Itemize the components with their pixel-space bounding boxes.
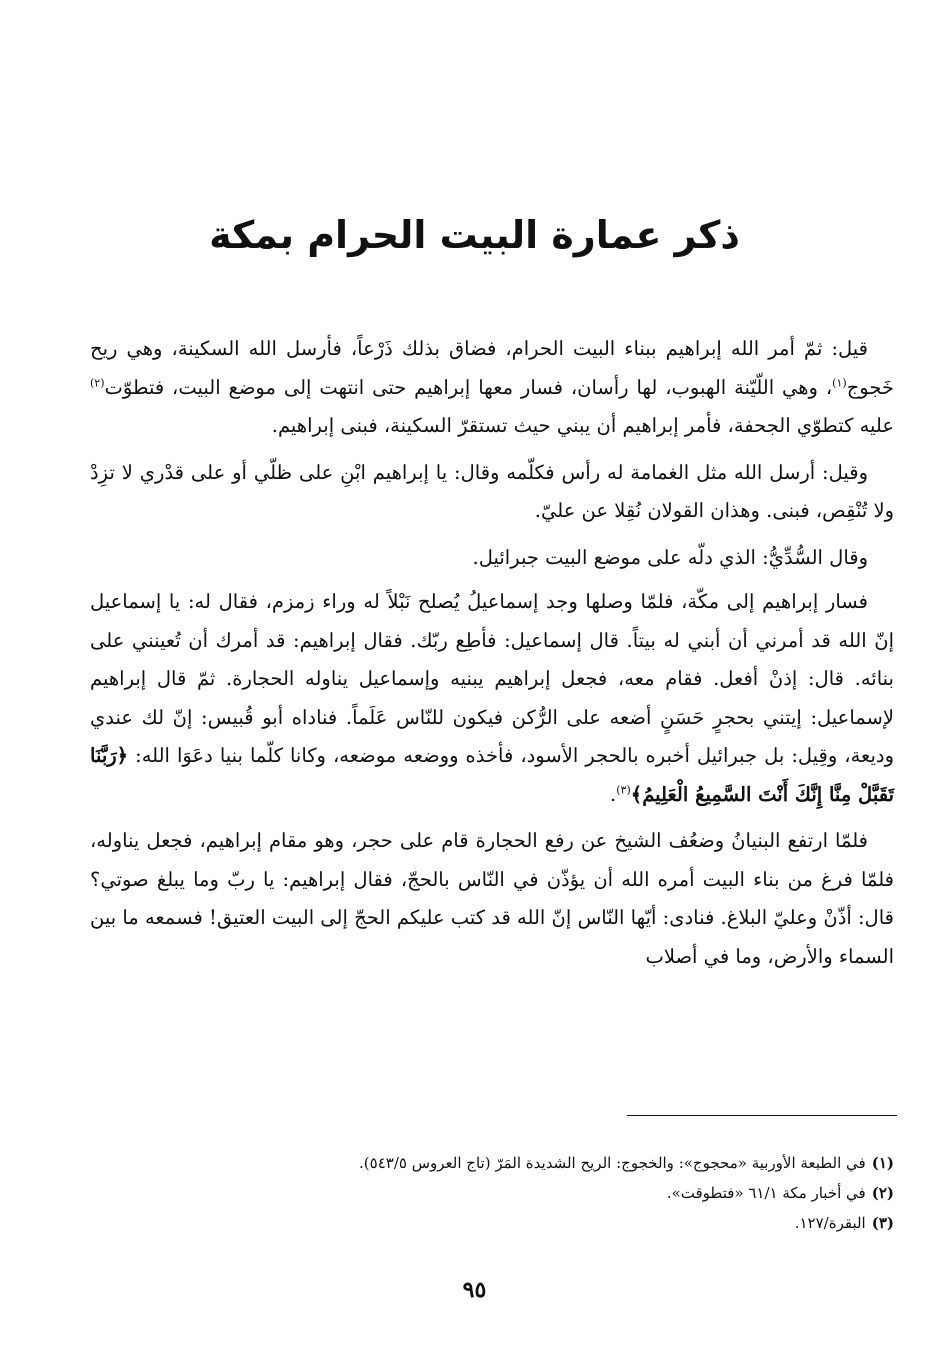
paragraph-4 — [90, 583, 894, 814]
paragraph-text: . — [610, 782, 617, 806]
footnote-text: في أخبار مكة ٦١/١ «فتطوقت». — [666, 1184, 866, 1202]
paragraph-text: قيل: ثمّ أمر الله إبراهيم ببناء البيت الحرام، فضاق بذلك ذَرْعاً، فأرسل الله السكينة، وهي ريح خَجوج — [90, 337, 894, 399]
page-number: ٩٥ — [462, 1277, 487, 1303]
footnote-3 — [90, 1208, 894, 1238]
footnote-number: (٣) — [871, 1214, 894, 1232]
paragraph-text: عليه كتطوّي الجحفة، فأمر إبراهيم أن يبني حيث تستقرّ السكينة، فبنى إبراهيم. — [271, 414, 894, 437]
main-text — [90, 330, 894, 984]
paragraph-1 — [90, 330, 894, 446]
paragraph-3 — [90, 539, 894, 578]
footnote-separator — [627, 1115, 897, 1116]
chapter-title: ذكر عمارة البيت الحرام بمكة — [209, 213, 740, 258]
footnote-reference: (٣) — [616, 783, 631, 796]
footnote-number: (١) — [871, 1154, 894, 1172]
paragraph-2 — [90, 454, 894, 531]
footnote-2 — [90, 1178, 894, 1208]
footnote-text: في الطبعة الأوربية «محجوج»: والخجوج: الريح الشديدة المَرّ (تاج العروس ٥٤٣/٥). — [359, 1154, 866, 1172]
paragraph-text: وقيل: أرسل الله مثل الغمامة له رأس فكلّمه وقال: يا إبراهيم ابْنِ على ظلّي أو على قدْري لا تزِدْ ولا تُنْقِص، فبنى. وهذان القولان نُقِلا عن عليّ. — [90, 460, 894, 522]
paragraph-text: ، وهي اللّيّنة الهبوب، لها رأسان، فسار معها إبراهيم حتى انتهت إلى موضع البيت، فتطوّت — [104, 375, 833, 399]
footnotes — [90, 1148, 894, 1238]
paragraph-text: فسار إبراهيم إلى مكّة، فلمّا وصلها وجد إسماعيلُ يُصلح نَبْلاً له وراء زمزم، فقال له: يا إسماعيل إنّ الله قد أمرني أن أبني له بيتاً. قال إسماعيل: فأطِع ربّك. فقال إبراهيم: قد أمرك أن تُعينني على بنائه. قال: إذنْ أفعل. فقام معه، فجعل إبراهيم يبنيه وإسماعيل يناوله الحجارة. ثمّ قال إبراهيم لإسماعيل: إيتني بحجرٍ حَسَنٍ أضعه على الرُّكن فيكون للنّاس عَلَماً. فناداه أبو قُبيس: إنّ لك عندي وديعة، وقِيل: بل جبرائيل أخبره بالحجر الأسود، فأخذه ووضعه موضعه، وكانا كلّما بنيا دعَوَا الله: — [90, 590, 894, 767]
paragraph-text: فلمّا ارتفع البنيانُ وضعُف الشيخ عن رفع الحجارة قام على حجر، وهو مقام إبراهيم، فجعل يناوله، فلمّا فرغ من بناء البيت أمره الله أن يؤذّن في النّاس بالحجّ، فقال إبراهيم: يا ربّ وما يبلغ صوتي؟ قال: أذّنْ وعليّ البلاغ. فنادى: أيّها النّاس إنّ الله قد كتب عليكم الحجّ إلى البيت العتيق! فسمعه ما بين السماء والأرض، وما في أصلاب — [90, 829, 894, 968]
paragraph-5 — [90, 822, 894, 976]
footnote-reference: (١) — [832, 376, 847, 389]
footnote-text: البقرة/١٢٧. — [794, 1214, 866, 1232]
quran-verse: ﴿رَبَّنَا تَقَبَّلْ مِنَّا إِنَّكَ أَنْتَ السَّمِيعُ الْعَلِيمُ﴾ — [90, 744, 894, 806]
paragraph-text: وقال السُّدِّيُّ: الذي دلّه على موضع البيت جبرائيل. — [472, 545, 868, 569]
footnote-1 — [90, 1148, 894, 1178]
footnote-number: (٢) — [871, 1184, 894, 1202]
footnote-reference: (٢) — [90, 376, 105, 389]
